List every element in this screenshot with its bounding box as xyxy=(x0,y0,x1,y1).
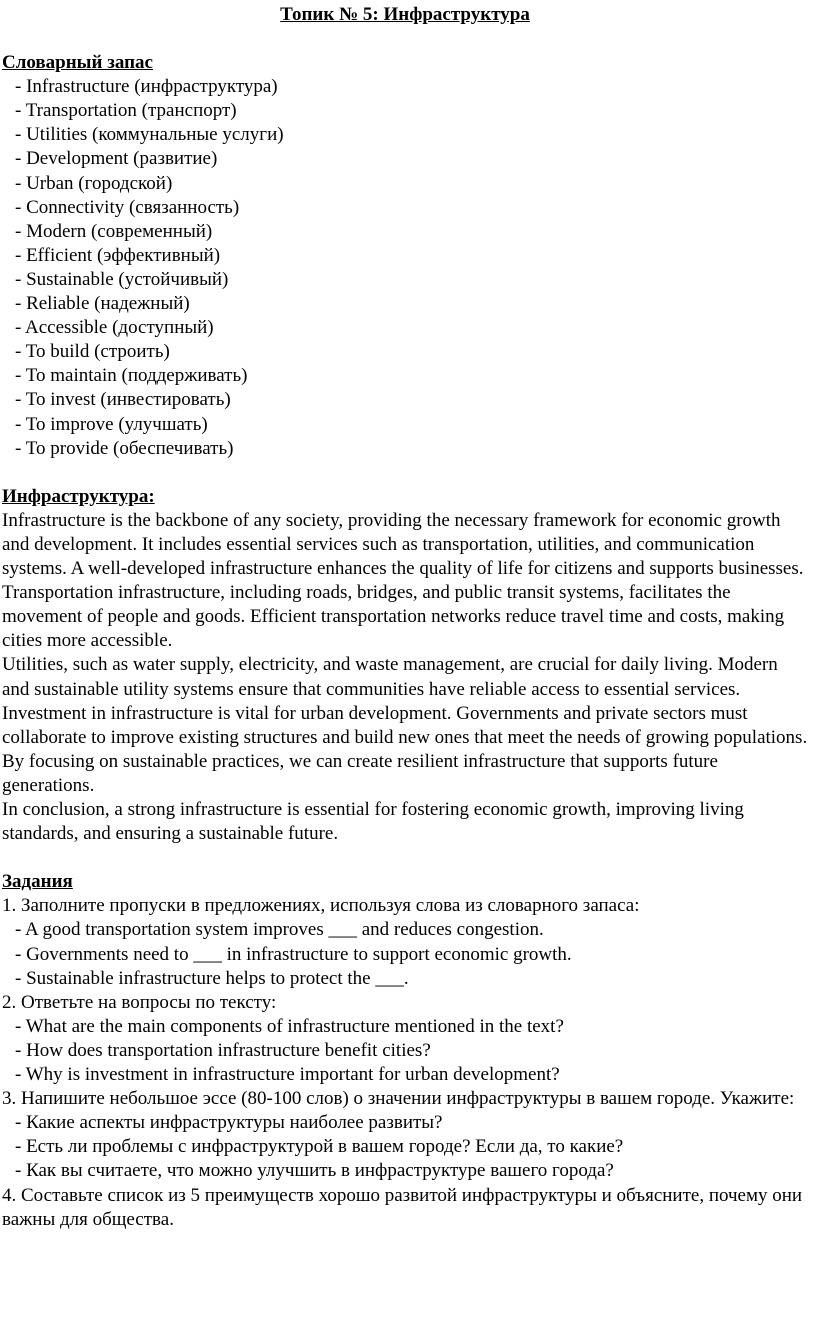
task-2-item: - How does transportation infrastructure benefit cities? xyxy=(15,1039,431,1061)
spacer xyxy=(2,461,808,485)
vocabulary-item: - Utilities (коммунальные услуги) xyxy=(15,124,284,146)
task-3-item: - Есть ли проблемы с инфраструктурой в вашем городе? Если да, то какие? xyxy=(15,1136,624,1158)
main-text xyxy=(2,509,808,846)
task-2: 2. Ответьте на вопросы по тексту: xyxy=(2,991,277,1013)
vocabulary-item: - To invest (инвестировать) xyxy=(15,389,231,411)
task-3-item: - Как вы считаете, что можно улучшить в инфраструктуре вашего города? xyxy=(15,1160,614,1182)
page-title: Топик № 5: Инфраструктура xyxy=(280,4,530,25)
task-1-item: - A good transportation system improves ___ and reduces congestion. xyxy=(15,919,544,941)
vocabulary-item: - To maintain (поддерживать) xyxy=(15,365,248,387)
task-2-item: - Why is investment in infrastructure important for urban development? xyxy=(15,1064,560,1086)
vocabulary-item: - Urban (городской) xyxy=(15,172,173,194)
spacer xyxy=(2,27,808,51)
text-paragraph: Infrastructure is the backbone of any society, providing the necessary framework for economic growth and development. It includes essential services such as transportation, utilities, and communication systems. A well-developed infrastructure enhances the quality of life for citizens and supports businesses. xyxy=(2,509,804,580)
vocabulary-item: - Transportation (транспорт) xyxy=(15,100,237,122)
spacer xyxy=(2,846,808,870)
tasks-list xyxy=(2,894,808,1231)
task-1: 1. Заполните пропуски в предложениях, используя слова из словарного запаса: xyxy=(2,895,640,917)
vocabulary-item: - Accessible (доступный) xyxy=(15,317,214,339)
task-3: 3. Напишите небольшое эссе (80-100 слов) о значении инфраструктуры в вашем городе. Укажите: xyxy=(2,1088,795,1110)
vocabulary-item: - To build (строить) xyxy=(15,341,170,363)
task-3-item: - Какие аспекты инфраструктуры наиболее развиты? xyxy=(15,1112,443,1134)
vocabulary-item: - Connectivity (связанность) xyxy=(15,196,240,218)
vocabulary-item: - Efficient (эффективный) xyxy=(15,244,221,266)
task-4: 4. Составьте список из 5 преимуществ хорошо развитой инфраструктуры и объясните, почему они важны для общества. xyxy=(2,1184,803,1230)
text-paragraph: Transportation infrastructure, including roads, bridges, and public transit systems, facilitates the movement of people and goods. Efficient transportation networks reduce travel time and costs, making cities more accessible. xyxy=(2,582,785,652)
tasks-heading: Задания xyxy=(2,871,73,893)
vocabulary-heading: Словарный запас xyxy=(2,52,153,74)
vocabulary-item: - Sustainable (устойчивый) xyxy=(15,268,229,290)
text-paragraph: Investment in infrastructure is vital for urban development. Governments and private sectors must collaborate to improve existing structures and build new ones that meet the needs of growing populations. By focusing on sustainable practices, we can create resilient infrastructure that supports future generations. xyxy=(2,702,808,796)
task-2-item: - What are the main components of infrastructure mentioned in the text? xyxy=(15,1015,564,1037)
vocabulary-item: - Infrastructure (инфраструктура) xyxy=(15,76,278,98)
vocabulary-item: - Reliable (надежный) xyxy=(15,293,190,315)
vocabulary-item: - Modern (современный) xyxy=(15,220,213,242)
task-1-item: - Governments need to ___ in infrastructure to support economic growth. xyxy=(15,943,572,965)
vocabulary-item: - Development (развитие) xyxy=(15,148,218,170)
vocabulary-item: - To improve (улучшать) xyxy=(15,413,208,435)
task-1-item: - Sustainable infrastructure helps to protect the ___. xyxy=(15,967,409,989)
text-paragraph: Utilities, such as water supply, electricity, and waste management, are crucial for daily living. Modern and sustainable utility systems ensure that communities have reliable access to essential services. xyxy=(2,654,778,700)
text-paragraph: In conclusion, a strong infrastructure is essential for fostering economic growth, improving living standards, and ensuring a sustainable future. xyxy=(2,799,744,845)
text-heading: Инфраструктура: xyxy=(2,485,155,507)
vocabulary-list xyxy=(2,75,808,461)
vocabulary-item: - To provide (обеспечивать) xyxy=(15,437,234,459)
